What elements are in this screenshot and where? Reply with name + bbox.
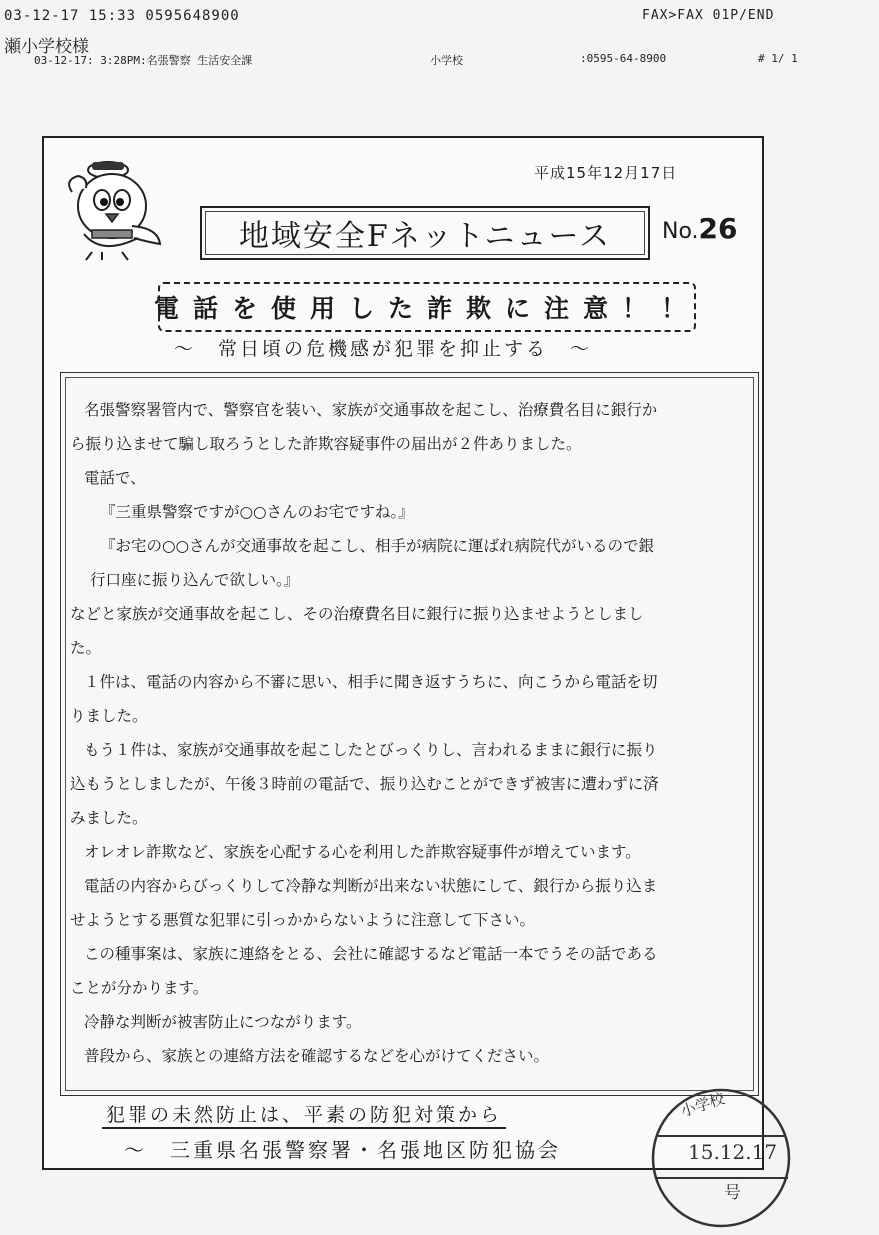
body-line: りました。	[70, 707, 148, 725]
issue-number	[662, 212, 738, 245]
body-line: 冷静な判断が被害防止につながります。	[84, 1013, 362, 1031]
issuer-line: 〜 三重県名張警察署・名張地区防犯協会	[124, 1138, 561, 1162]
headline-banner	[154, 282, 701, 332]
fax-recipient-short: 小学校	[430, 54, 463, 67]
body-line: 電話の内容からびっくりして冷静な判断が出来ない状態にして、銀行から振り込ま	[84, 877, 658, 895]
newsletter-title-text: 地域安全Fネットニュース	[238, 219, 612, 254]
body-line: 『三重県警察ですが○○さんのお宅ですね。』	[100, 503, 414, 521]
fax-status: FAX>FAX 01P/END	[642, 8, 775, 23]
police-mascot-icon	[62, 156, 166, 262]
body-line: 名張警察署管内で、警察官を装い、家族が交通事故を起こし、治療費名目に銀行か	[84, 401, 658, 419]
body-line: ら振り込ませて騙し取ろうとした詐欺容疑事件の届出が２件ありました。	[70, 435, 582, 453]
body-line: せようとする悪質な犯罪に引っかからないように注意して下さい。	[70, 911, 536, 929]
stamp-date: 15.12.17	[688, 1140, 778, 1164]
issue-prefix: No.	[662, 219, 699, 244]
crime-prevention-slogan: 犯罪の未然防止は、平素の防犯対策から	[102, 1100, 506, 1129]
body-line: た。	[70, 639, 102, 657]
body-line: もう１件は、家族が交通事故を起こしたとびっくりし、言われるままに銀行に振り	[84, 741, 658, 759]
body-line: 込もうとしましたが、午後３時前の電話で、振り込むことができず被害に遭わずに済	[70, 775, 659, 793]
subtitle: 〜 常日頃の危機感が犯罪を抑止する 〜	[174, 338, 593, 360]
body-line: ことが分かります。	[70, 979, 209, 997]
issue-date: 平成15年12月17日	[534, 164, 678, 182]
fax-recipient: 瀬小学校様	[4, 37, 89, 57]
body-line: みました。	[70, 809, 148, 827]
body-line: 『お宅の○○さんが交通事故を起こし、相手が病院に運ばれ病院代がいるので銀	[100, 537, 655, 555]
issue-number-value: 26	[698, 212, 738, 245]
fax-header-line: 03-12-17 15:33 0595648900	[4, 8, 240, 24]
fax-page-count: # 1/ 1	[758, 52, 798, 65]
headline-text: 電話を使用した詐欺に注意！！	[154, 294, 701, 323]
fax-tel: :0595-64-8900	[580, 52, 667, 65]
body-line: この種事案は、家族に連絡をとる、会社に確認するなど電話一本でうその話である	[84, 945, 658, 963]
body-line: 電話で、	[84, 469, 146, 487]
newsletter-title	[200, 206, 650, 260]
body-line: 普段から、家族との連絡方法を確認するなどを心がけてください。	[84, 1047, 550, 1065]
stamp-number-label: 号	[724, 1183, 741, 1203]
body-line: １件は、電話の内容から不審に思い、相手に聞き返すうちに、向こうから電話を切	[84, 673, 658, 691]
body-line: オレオレ詐欺など、家族を心配する心を利用した詐欺容疑事件が増えています。	[84, 843, 641, 861]
stamp-school: 小学校	[678, 1089, 727, 1121]
body-line: などと家族が交通事故を起こし、その治療費名目に銀行に振り込ませようとしまし	[70, 605, 644, 623]
fax-sent-info: 03-12-17: 3:28PM:名張警察 生活安全課	[34, 54, 253, 67]
body-line: 行口座に振り込んで欲しい。』	[90, 571, 300, 589]
